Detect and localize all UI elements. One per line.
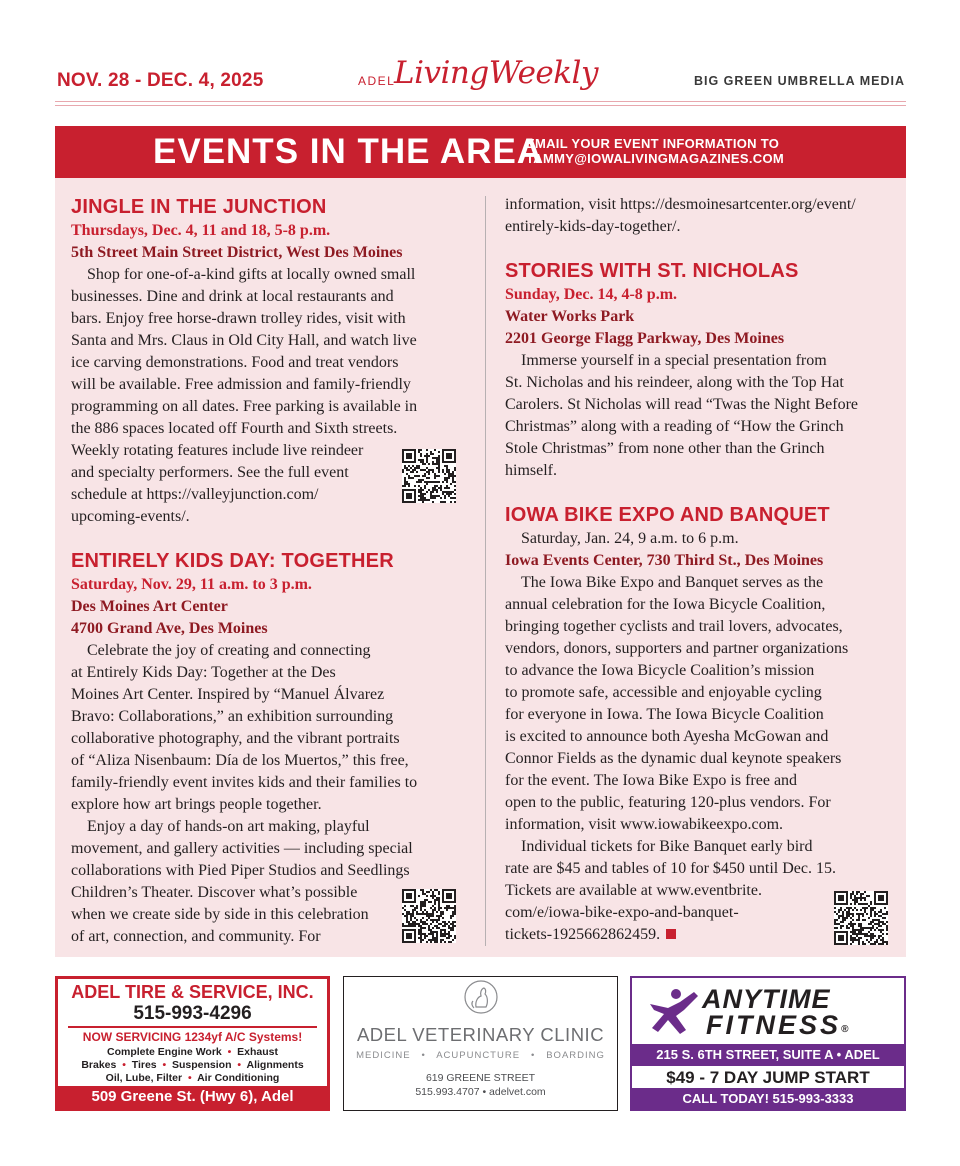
event-location-nicholas-venue: Water Works Park	[505, 308, 635, 325]
vet-service: BOARDING	[546, 1050, 605, 1061]
banner-title: EVENTS IN THE AREA	[153, 132, 544, 171]
body-line: Celebrate the joy of creating and connecting	[87, 642, 371, 659]
bullet-icon: •	[185, 1072, 195, 1084]
event-body-kids-continued	[505, 194, 895, 238]
column-divider	[485, 196, 486, 946]
event-body-kids-2	[71, 816, 451, 948]
fitness-word-2-text: FITNESS	[706, 1010, 842, 1040]
event-location-jingle: 5th Street Main Street District, West Des Moines	[71, 244, 403, 261]
qr-code-icon[interactable]	[402, 889, 456, 943]
tire-ad-servicing: NOW SERVICING 1234yf A/C Systems!	[82, 1030, 303, 1044]
brand-script: LivingWeekly	[394, 55, 598, 91]
bullet-icon: •	[414, 1050, 434, 1061]
bullet-icon: •	[234, 1059, 244, 1071]
event-body-jingle	[71, 264, 451, 528]
body-line[interactable]: information, visit https://desmoinesartcenter.org/event/	[505, 196, 856, 213]
event-title-nicholas: STORIES WITH ST. NICHOLAS	[505, 260, 799, 282]
fitness-word-2	[706, 1010, 851, 1041]
services-line-3	[58, 1072, 327, 1085]
service-item: Complete Engine Work	[107, 1046, 222, 1058]
event-date-bike: Saturday, Jan. 24, 9 a.m. to 6 p.m.	[521, 530, 739, 547]
qr-code-graphic	[402, 449, 456, 503]
body-line: Children’s Theater. Discover what’s possible	[71, 884, 358, 901]
body-line: the 886 spaces located off Fourth and Sixth streets.	[71, 420, 398, 437]
body-line: Immerse yourself in a special presentation from	[521, 352, 827, 369]
body-line: St. Nicholas and his reindeer, along with the Top Hat	[505, 374, 844, 391]
vet-ad-contact[interactable]: 515.993.4707 • adelvet.com	[415, 1086, 546, 1098]
body-line: Individual tickets for Bike Banquet early bird	[521, 838, 813, 855]
body-line: rate are $45 and tables of 10 for $450 until Dec. 15.	[505, 860, 837, 877]
body-line[interactable]: com/e/iowa-bike-expo-and-banquet-	[505, 904, 739, 921]
vet-ad-name: ADEL VETERINARY CLINIC	[356, 1024, 605, 1045]
brand-logo	[358, 55, 598, 103]
body-line: of art, connection, and community. For	[71, 928, 321, 945]
body-line: movement, and gallery activities — including special	[71, 840, 413, 857]
event-title-bike: IOWA BIKE EXPO AND BANQUET	[505, 504, 830, 526]
tire-ad-name: ADEL TIRE & SERVICE, INC.	[71, 982, 314, 1002]
services-line-1	[58, 1046, 327, 1059]
body-line: Santa and Mrs. Claus in Old City Hall, and watch live	[71, 332, 417, 349]
spacer	[71, 528, 451, 548]
event-location-kids-address: 4700 Grand Ave, Des Moines	[71, 620, 268, 637]
body-line: Stole Christmas” from none other than the Grinch	[505, 440, 825, 457]
bullet-icon: •	[224, 1046, 235, 1058]
event-date-kids: Saturday, Nov. 29, 11 a.m. to 3 p.m.	[71, 576, 312, 593]
brand-prefix: ADEL	[358, 74, 396, 88]
bullet-icon: •	[523, 1050, 543, 1061]
event-date-nicholas: Sunday, Dec. 14, 4-8 p.m.	[505, 286, 678, 303]
tire-ad-rule	[68, 1026, 317, 1028]
body-line[interactable]: schedule at https://valleyjunction.com/	[71, 486, 319, 503]
body-line: Shop for one-of-a-kind gifts at locally owned small	[87, 266, 416, 283]
body-line: bringing together cyclists and trail lovers, advocates,	[505, 618, 843, 635]
tire-ad-services	[58, 1046, 327, 1085]
body-line: Enjoy a day of hands-on art making, playful	[87, 818, 370, 835]
service-item: Tires	[131, 1059, 157, 1071]
vet-ad-address: 619 GREENE STREET	[425, 1072, 536, 1084]
event-title-jingle: JINGLE IN THE JUNCTION	[71, 196, 327, 218]
vet-service: MEDICINE	[356, 1050, 411, 1061]
body-line: when we create side by side in this celebration	[71, 906, 369, 923]
body-line: vendors, donors, supporters and partner organizations	[505, 640, 849, 657]
body-line: family-friendly event invites kids and their families to	[71, 774, 418, 791]
body-line: open to the public, featuring 120-plus vendors. For	[505, 794, 831, 811]
body-line: and specialty performers. See the full event	[71, 464, 349, 481]
body-line: for the event. The Iowa Bike Expo is free and	[505, 772, 798, 789]
fitness-logo	[632, 980, 904, 1042]
service-item: Oil, Lube, Filter	[105, 1072, 183, 1084]
body-line: collaborative photography, and the vibrant portraits	[71, 730, 400, 747]
publisher-name: BIG GREEN UMBRELLA MEDIA	[693, 74, 905, 88]
issue-date: NOV. 28 - DEC. 4, 2025	[57, 70, 264, 91]
body-line: Weekly rotating features include live reindeer	[71, 442, 364, 459]
body-line: businesses. Dine and drink at local restaurants and	[71, 288, 394, 305]
body-line: to promote safe, accessible and enjoyable cycling	[505, 684, 822, 701]
left-column	[71, 194, 451, 948]
fitness-word-1: ANYTIME	[702, 984, 831, 1014]
service-item: Exhaust	[237, 1046, 278, 1058]
running-figure-icon	[646, 986, 700, 1040]
banner-email-line2[interactable]: TAMMY@IOWALIVINGMAGAZINES.COM	[526, 151, 785, 166]
body-line: will be available. Free admission and family-friendly	[71, 376, 411, 393]
service-item: Alignments	[246, 1059, 304, 1071]
right-column	[505, 194, 895, 946]
qr-code-icon[interactable]	[402, 449, 456, 503]
body-line: for everyone in Iowa. The Iowa Bicycle Coalition	[505, 706, 824, 723]
fitness-ad-offer: $49 - 7 DAY JUMP START	[666, 1068, 870, 1087]
body-line: ice carving demonstrations. Food and treat vendors	[71, 354, 399, 371]
fitness-ad-address: 215 S. 6TH STREET, SUITE A • ADEL	[632, 1044, 904, 1066]
event-location-nicholas-address: 2201 George Flagg Parkway, Des Moines	[505, 330, 785, 347]
body-line: is excited to announce both Ayesha McGowan and	[505, 728, 829, 745]
body-line: Carolers. St Nicholas will read “Twas the Night Before	[505, 396, 859, 413]
bullet-icon: •	[159, 1059, 170, 1071]
service-item: Air Conditioning	[197, 1072, 280, 1084]
body-line: Moines Art Center. Inspired by “Manuel Álvarez	[71, 686, 385, 703]
body-line[interactable]: Tickets are available at www.eventbrite.	[505, 882, 762, 899]
end-mark-icon	[666, 929, 676, 939]
banner-email	[526, 136, 784, 166]
event-location-kids-venue: Des Moines Art Center	[71, 598, 228, 615]
body-line[interactable]: information, visit www.iowabikeexpo.com.	[505, 816, 784, 833]
spacer	[505, 238, 895, 258]
event-date-jingle: Thursdays, Dec. 4, 11 and 18, 5-8 p.m.	[71, 222, 331, 239]
body-line: Christmas” along with a reading of “How the Grinch	[505, 418, 844, 435]
spacer	[505, 482, 895, 502]
body-line: at Entirely Kids Day: Together at the Des	[71, 664, 336, 681]
body-line: Connor Fields as the dynamic dual keynote speakers	[505, 750, 842, 767]
tire-ad-address: 509 Greene St. (Hwy 6), Adel	[58, 1086, 327, 1108]
fitness-ad-call[interactable]: CALL TODAY! 515-993-3333	[632, 1088, 904, 1109]
body-line[interactable]: upcoming-events/.	[71, 508, 190, 525]
ad-adel-tire[interactable]	[55, 976, 330, 1111]
registered-mark: ®	[841, 1024, 852, 1035]
body-line: bars. Enjoy free horse-drawn trolley rides, visit with	[71, 310, 406, 327]
ad-adel-vet[interactable]	[343, 976, 618, 1111]
body-line: Bravo: Collaborations,” an exhibition surrounding	[71, 708, 394, 725]
services-line-2	[58, 1059, 327, 1072]
event-body-bike-1	[505, 572, 895, 836]
body-line: programming on all dates. Free parking is available in	[71, 398, 418, 415]
body-line: annual celebration for the Iowa Bicycle Coalition,	[505, 596, 826, 613]
body-line: to advance the Iowa Bicycle Coalition’s mission	[505, 662, 815, 679]
qr-code-graphic	[402, 889, 456, 943]
event-body-nicholas	[505, 350, 895, 482]
event-title-kids: ENTIRELY KIDS DAY: TOGETHER	[71, 550, 394, 572]
body-line: of “Aliza Nisenbaum: Día de los Muertos,” this free,	[71, 752, 409, 769]
pet-silhouette-icon	[459, 977, 503, 1019]
event-body-kids-1	[71, 640, 451, 816]
header-rule-2	[55, 105, 906, 106]
banner-email-line1: EMAIL YOUR EVENT INFORMATION TO	[526, 136, 780, 151]
body-line[interactable]: entirely-kids-day-together/.	[505, 218, 681, 235]
body-line: collaborations with Pied Piper Studios and Seedlings	[71, 862, 410, 879]
header-rule	[55, 101, 906, 102]
qr-code-icon[interactable]	[834, 891, 888, 945]
event-location-bike: Iowa Events Center, 730 Third St., Des Moines	[505, 552, 824, 569]
tire-ad-phone[interactable]: 515-993-4296	[133, 1003, 252, 1024]
body-line: himself.	[505, 462, 557, 479]
bullet-icon: •	[119, 1059, 129, 1071]
page-header	[0, 0, 960, 104]
vet-ad-services	[344, 1050, 617, 1061]
service-item: Suspension	[172, 1059, 232, 1071]
events-banner	[55, 126, 906, 178]
body-line: explore how art brings people together.	[71, 796, 322, 813]
qr-code-graphic	[834, 891, 888, 945]
body-line: The Iowa Bike Expo and Banquet serves as the	[521, 574, 824, 591]
service-item: Brakes	[81, 1059, 117, 1071]
body-line-text[interactable]: tickets-1925662862459.	[505, 926, 661, 943]
vet-service: ACUPUNCTURE	[436, 1050, 521, 1061]
ad-anytime-fitness[interactable]	[630, 976, 906, 1111]
